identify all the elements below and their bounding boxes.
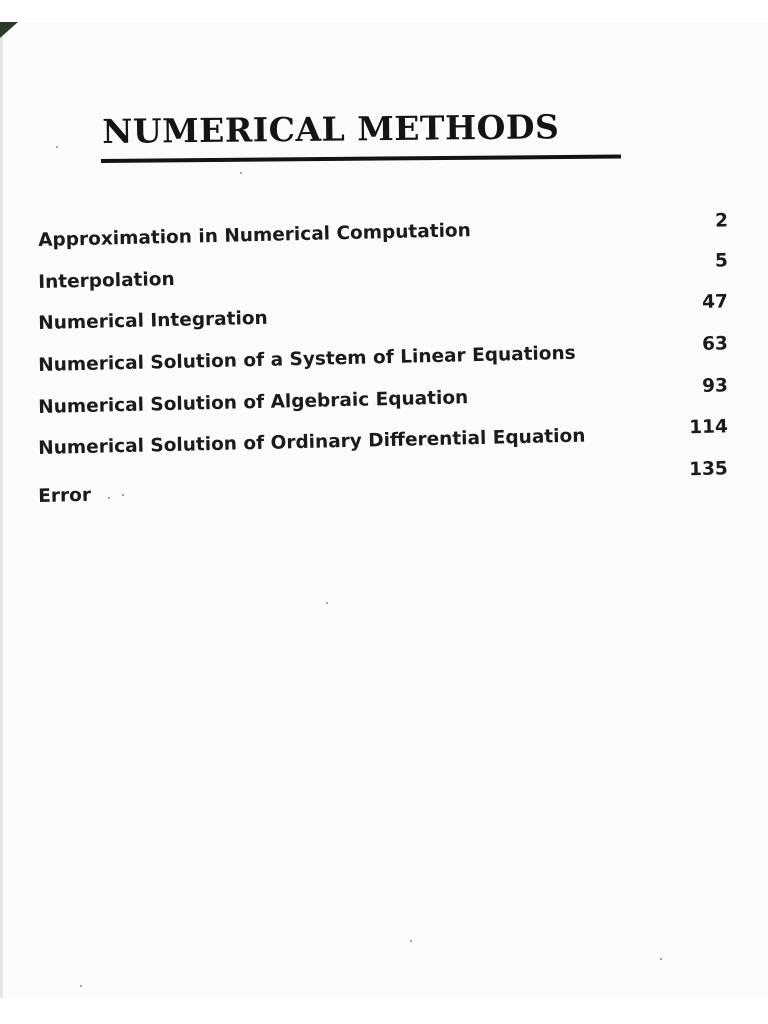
- toc-entry: [38, 375, 729, 427]
- paper-speck: [108, 497, 110, 499]
- toc-entry: [38, 458, 729, 516]
- toc-entry-page: 93: [701, 375, 729, 397]
- toc-entry-title: Numerical Solution of Ordinary Differential Equation: [38, 425, 586, 459]
- paper-speck: [326, 602, 328, 604]
- toc-entry-page: 63: [701, 333, 729, 355]
- toc-entry-title: Numerical Integration: [38, 307, 268, 334]
- toc-entry: [38, 333, 729, 385]
- paper-speck: [660, 958, 662, 960]
- toc-entry-page: 114: [689, 416, 729, 439]
- toc-entry-page: 135: [688, 458, 729, 481]
- paper-speck: [80, 985, 82, 987]
- toc-entry-page: 5: [714, 250, 729, 272]
- toc-entry: [38, 416, 729, 468]
- page-bottom-margin: [0, 998, 768, 1024]
- toc-entry-title: Error: [38, 484, 92, 507]
- toc-entry: [38, 250, 729, 302]
- paper-speck: [122, 494, 124, 496]
- paper-speck: [56, 146, 58, 148]
- toc-entry-title: Numerical Solution of Algebraic Equation: [38, 387, 469, 418]
- toc-entry: [38, 291, 729, 343]
- toc-entry-page: 2: [714, 210, 729, 232]
- page-title: NUMERICAL METHODS: [102, 107, 560, 151]
- toc-entry-title: Approximation in Numerical Computation: [38, 220, 472, 251]
- toc-entry-title: Numerical Solution of a System of Linear Equations: [38, 342, 576, 376]
- toc-entry: [38, 210, 729, 260]
- toc-entry-page: 47: [701, 291, 729, 313]
- paper-speck: [410, 940, 412, 942]
- paper-speck: [240, 172, 242, 174]
- toc-entry-title: Interpolation: [38, 268, 175, 293]
